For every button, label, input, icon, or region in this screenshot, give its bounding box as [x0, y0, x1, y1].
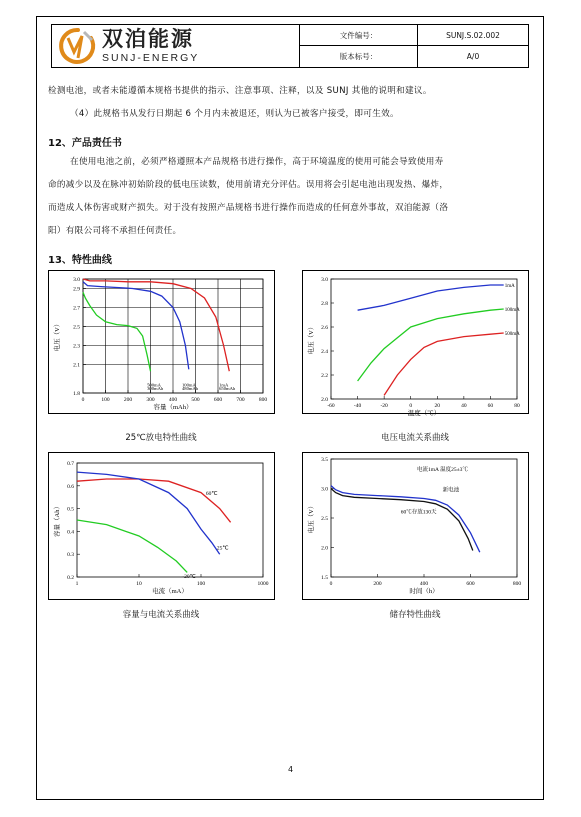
x-tick-label: 80: [514, 403, 520, 409]
x-tick-label: 1000: [257, 581, 269, 587]
company-logo: [52, 25, 300, 67]
chart-voltage-temp-box: [302, 270, 529, 417]
storage-characteristic-chart: [303, 453, 528, 599]
y-axis-label: 容量（Ah）: [54, 503, 61, 537]
series-label: 新电池: [442, 487, 460, 494]
capacity-current-chart: [49, 453, 274, 599]
series-label: 60℃: [205, 490, 218, 497]
section-13-title: 13、特性曲线: [48, 255, 112, 266]
series-label: 1mA: [219, 382, 229, 388]
chart-storage-box: [302, 452, 529, 600]
x-tick-label: 500: [191, 397, 200, 403]
version-value: A/0: [466, 52, 480, 61]
series-label: 650mAh: [219, 386, 236, 392]
series-label: 100mA: [182, 382, 196, 388]
y-tick-label: 2.5: [321, 516, 328, 522]
x-tick-label: 400: [168, 397, 178, 403]
y-tick-label: 2.2: [321, 373, 328, 379]
x-tick-label: 600: [466, 581, 475, 587]
y-axis-label: 电压（V）: [54, 320, 61, 352]
plot-frame: [331, 459, 517, 577]
x-tick-label: 700: [236, 397, 245, 403]
document-header: [51, 24, 529, 68]
series-label: 25℃: [216, 545, 229, 552]
caption-storage: 储存特性曲线: [389, 610, 441, 620]
x-tick-label: 800: [258, 397, 268, 403]
series-line: [331, 489, 473, 551]
y-tick-label: 2.0: [321, 545, 328, 552]
caption-capacity-current: 容量与电流关系曲线: [122, 610, 200, 620]
section-12-line-2: 命的减少以及在脉冲初始阶段的低电压读数，使用前请充分评估。误用将会引起电池出现发热、爆炸，: [48, 180, 449, 190]
x-tick-label: 60: [487, 403, 494, 409]
y-tick-label: 2.8: [321, 301, 328, 307]
body-line-2: （4）此规格书从发行日期起 6 个月内未被退还，则认为已被客户接受，即可生效。: [70, 109, 399, 119]
y-tick-label: 1.5: [321, 575, 328, 581]
y-tick-label: 0.3: [67, 552, 74, 559]
x-tick-label: -20: [380, 403, 388, 409]
x-tick-label: 300: [146, 397, 155, 403]
chart-capacity-current-box: [48, 452, 275, 600]
x-tick-label: -60: [327, 403, 335, 409]
x-tick-label: -40: [353, 403, 362, 409]
x-tick-label: 200: [123, 397, 133, 403]
plot-frame: [331, 279, 517, 399]
doc-number-label: 文件编号：: [300, 25, 418, 46]
caption-voltage-temp: 电压电流关系曲线: [380, 433, 449, 443]
section-12-line-1: 在使用电池之前，必须严格遵照本产品规格书进行操作，高于环境温度的使用可能会导致使用寿: [70, 157, 444, 167]
logo-english-name: SUNJ-ENERGY: [102, 51, 200, 64]
y-tick-label: 2.7: [73, 305, 80, 312]
y-tick-label: 2.0: [321, 397, 328, 403]
y-tick-label: 2.3: [73, 343, 80, 350]
section-12-title: 12、产品责任书: [48, 138, 122, 149]
x-tick-label: 0: [81, 397, 85, 403]
y-tick-label: 1.8: [73, 391, 80, 397]
y-axis-label: 电压（V）: [308, 502, 315, 534]
y-tick-label: 0.6: [67, 483, 74, 490]
y-tick-label: 3.0: [321, 486, 328, 493]
y-tick-label: 2.9: [73, 286, 80, 293]
x-tick-label: 100: [196, 581, 206, 587]
series-label: 1mA: [504, 284, 515, 289]
series-label: 500mA: [504, 332, 520, 337]
y-tick-label: 0.2: [67, 575, 74, 581]
y-tick-label: 2.6: [321, 325, 328, 331]
series-line: [83, 292, 151, 371]
plot-frame: [77, 463, 263, 577]
y-tick-label: 3.5: [321, 457, 328, 463]
y-tick-label: 2.4: [321, 349, 328, 355]
voltage-temperature-chart: [303, 271, 528, 417]
series-label: -20℃: [182, 574, 196, 580]
x-tick-label: 600: [213, 397, 223, 403]
discharge-chart: [49, 271, 274, 413]
x-tick-label: 1: [75, 581, 79, 587]
section-12-line-4: 阳）有限公司将不承担任何责任。: [48, 226, 182, 236]
doc-number-value: SUNJ.S.02.002: [418, 25, 528, 46]
x-tick-label: 200: [373, 581, 382, 587]
y-tick-label: 0.4: [67, 529, 74, 536]
series-label: 480mAh: [182, 386, 199, 392]
series-line: [384, 333, 504, 395]
page-number: 4: [287, 765, 294, 774]
y-tick-label: 3.0: [321, 277, 328, 283]
series-line: [83, 279, 229, 371]
series-line: [77, 520, 187, 572]
x-tick-label: 400: [419, 581, 429, 587]
y-tick-label: 3.0: [73, 277, 80, 283]
x-tick-label: 20: [434, 403, 441, 409]
document-meta-table: [300, 25, 528, 67]
series-label: 500mA: [147, 382, 161, 388]
x-tick-label: 800: [512, 581, 522, 587]
y-tick-label: 0.7: [67, 461, 74, 467]
x-tick-label: 0: [329, 581, 333, 587]
x-tick-label: 0: [409, 403, 413, 409]
series-label: 100mA: [504, 308, 520, 313]
x-tick-label: 40: [461, 403, 467, 409]
logo-icon: [58, 26, 98, 66]
x-axis-label: 容量（mAh）: [153, 404, 193, 411]
chart-discharge-box: [48, 270, 275, 414]
y-tick-label: 2.5: [73, 324, 80, 331]
section-12-line-3: 而造成人体伤害或财产损失。对于没有按照产品规格书进行操作而造成的任何意外事故，双洎能源（洛: [48, 203, 449, 213]
x-tick-label: 100: [101, 397, 110, 403]
x-tick-label: 10: [136, 581, 142, 587]
version-label: 版本标号：: [300, 46, 418, 67]
body-line-1: 检测电池，或者未能遵循本规格书提供的指示、注意事项、注释，以及 SUNJ 其他的说明和建议。: [48, 86, 432, 96]
caption-discharge: 25℃放电特性曲线: [125, 433, 197, 443]
series-line: [358, 285, 504, 310]
series-label: 300mAh: [147, 386, 164, 392]
x-axis-label: 电流（mA）: [152, 588, 188, 595]
series-label: 60℃存放130天: [400, 509, 437, 516]
x-axis-label: 时间（h）: [409, 588, 439, 595]
x-axis-label: 温度（℃）: [407, 410, 441, 417]
y-axis-label: 电压（V）: [308, 323, 315, 355]
chart-annotation: 电流1mA 温度25±3℃: [417, 466, 468, 473]
y-tick-label: 2.1: [73, 362, 80, 369]
y-tick-label: 0.5: [67, 506, 74, 513]
logo-chinese-name: 双洎能源: [102, 26, 194, 51]
